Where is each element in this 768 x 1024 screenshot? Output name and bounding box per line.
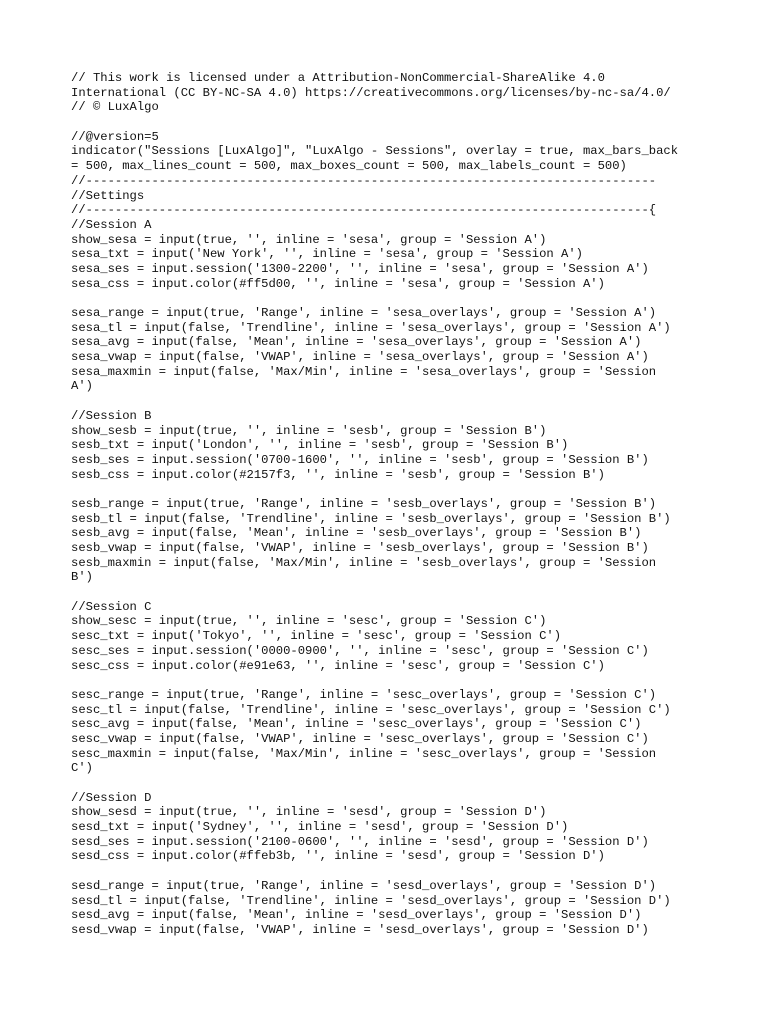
code-line: sesb_range = input(true, 'Range', inline = 'sesb_overlays', group = 'Session B') [71, 496, 657, 511]
code-line: sesb_css = input.color(#2157f3, '', inline = 'sesb', group = 'Session B') [71, 467, 605, 482]
code-line: sesb_ses = input.session('0700-1600', '', inline = 'sesb', group = 'Session B') [71, 452, 649, 467]
code-line: sesd_range = input(true, 'Range', inline = 'sesd_overlays', group = 'Session D') [71, 878, 657, 893]
code-line: sesa_maxmin = input(false, 'Max/Min', inline = 'sesa_overlays', group = 'Session [71, 364, 657, 379]
code-line [71, 673, 711, 688]
code-line: sesb_avg = input(false, 'Mean', inline = 'sesb_overlays', group = 'Session B') [71, 526, 642, 541]
code-line: //@version=5 [71, 129, 159, 144]
code-line: show_sesb = input(true, '', inline = 'sesb', group = 'Session B') [71, 423, 547, 438]
code-line: C') [71, 761, 93, 776]
code-line: //------------------------------------------------------------------------------ [71, 173, 657, 188]
code-body [71, 71, 711, 938]
code-line: sesb_txt = input('London', '', inline = 'sesb', group = 'Session B') [71, 438, 569, 453]
code-line: sesc_txt = input('Tokyo', '', inline = 'sesc', group = 'Session C') [71, 629, 562, 644]
code-line: International (CC BY-NC-SA 4.0) https://creativecommons.org/licenses/by-nc-sa/4.0/ [71, 85, 671, 100]
code-line: //Session C [71, 599, 152, 614]
code-line [71, 585, 711, 600]
code-line: sesd_ses = input.session('2100-0600', '', inline = 'sesd', group = 'Session D') [71, 834, 649, 849]
code-line: sesd_css = input.color(#ffeb3b, '', inline = 'sesd', group = 'Session D') [71, 849, 605, 864]
code-line: sesd_vwap = input(false, 'VWAP', inline = 'sesd_overlays', group = 'Session D') [71, 922, 649, 937]
code-line [71, 482, 711, 497]
code-line [71, 291, 711, 306]
code-line: sesb_tl = input(false, 'Trendline', inline = 'sesb_overlays', group = 'Session B') [71, 511, 671, 526]
code-line: sesb_vwap = input(false, 'VWAP', inline = 'sesb_overlays', group = 'Session B') [71, 541, 649, 555]
code-line: //Settings [71, 188, 145, 203]
code-line: show_sesc = input(true, '', inline = 'sesc', group = 'Session C') [71, 614, 547, 629]
code-line [71, 776, 711, 791]
code-line: //Session A [71, 217, 152, 232]
code-line: A') [71, 379, 93, 394]
code-line: sesa_vwap = input(false, 'VWAP', inline = 'sesa_overlays', group = 'Session A') [71, 350, 649, 365]
code-line [71, 394, 711, 409]
code-line: //Session B [71, 408, 152, 423]
code-line: sesd_txt = input('Sydney', '', inline = 'sesd', group = 'Session D') [71, 820, 569, 835]
code-line: indicator("Sessions [LuxAlgo]", "LuxAlgo - Sessions", overlay = true, max_bars_back [71, 144, 679, 159]
code-line: sesd_tl = input(false, 'Trendline', inline = 'sesd_overlays', group = 'Session D') [71, 893, 671, 908]
code-line: sesd_avg = input(false, 'Mean', inline = 'sesd_overlays', group = 'Session D') [71, 908, 642, 923]
code-line: show_sesa = input(true, '', inline = 'sesa', group = 'Session A') [71, 232, 547, 247]
code-line: sesa_tl = input(false, 'Trendline', inline = 'sesa_overlays', group = 'Session A') [71, 320, 671, 335]
code-document [71, 71, 711, 938]
code-line [71, 115, 711, 130]
code-line: sesb_maxmin = input(false, 'Max/Min', inline = 'sesb_overlays', group = 'Session [71, 555, 657, 570]
code-line: sesa_txt = input('New York', '', inline = 'sesa', group = 'Session A') [71, 247, 583, 262]
code-line: sesc_range = input(true, 'Range', inline = 'sesc_overlays', group = 'Session C') [71, 687, 657, 702]
code-line: = 500, max_lines_count = 500, max_boxes_count = 500, max_labels_count = 500) [71, 159, 627, 174]
code-line [71, 864, 711, 879]
code-line: sesa_range = input(true, 'Range', inline = 'sesa_overlays', group = 'Session A') [71, 306, 657, 320]
code-line: sesa_ses = input.session('1300-2200', '', inline = 'sesa', group = 'Session A') [71, 261, 649, 276]
code-line: sesc_tl = input(false, 'Trendline', inline = 'sesc_overlays', group = 'Session C') [71, 702, 671, 717]
code-line: //-----------------------------------------------------------------------------{ [71, 203, 657, 218]
code-line: sesc_avg = input(false, 'Mean', inline = 'sesc_overlays', group = 'Session C') [71, 717, 642, 732]
code-line: // © LuxAlgo [71, 100, 159, 115]
code-line: sesc_vwap = input(false, 'VWAP', inline = 'sesc_overlays', group = 'Session C') [71, 731, 649, 746]
code-line: B') [71, 570, 93, 585]
code-line: // This work is licensed under a Attribution-NonCommercial-ShareAlike 4.0 [71, 71, 605, 85]
code-line: sesc_maxmin = input(false, 'Max/Min', inline = 'sesc_overlays', group = 'Session [71, 746, 657, 761]
code-line: sesc_css = input.color(#e91e63, '', inline = 'sesc', group = 'Session C') [71, 658, 605, 673]
code-line: sesc_ses = input.session('0000-0900', '', inline = 'sesc', group = 'Session C') [71, 643, 649, 658]
code-line: //Session D [71, 790, 152, 805]
code-line: sesa_css = input.color(#ff5d00, '', inline = 'sesa', group = 'Session A') [71, 276, 605, 291]
code-line: sesa_avg = input(false, 'Mean', inline = 'sesa_overlays', group = 'Session A') [71, 335, 642, 350]
code-line: show_sesd = input(true, '', inline = 'sesd', group = 'Session D') [71, 805, 547, 820]
